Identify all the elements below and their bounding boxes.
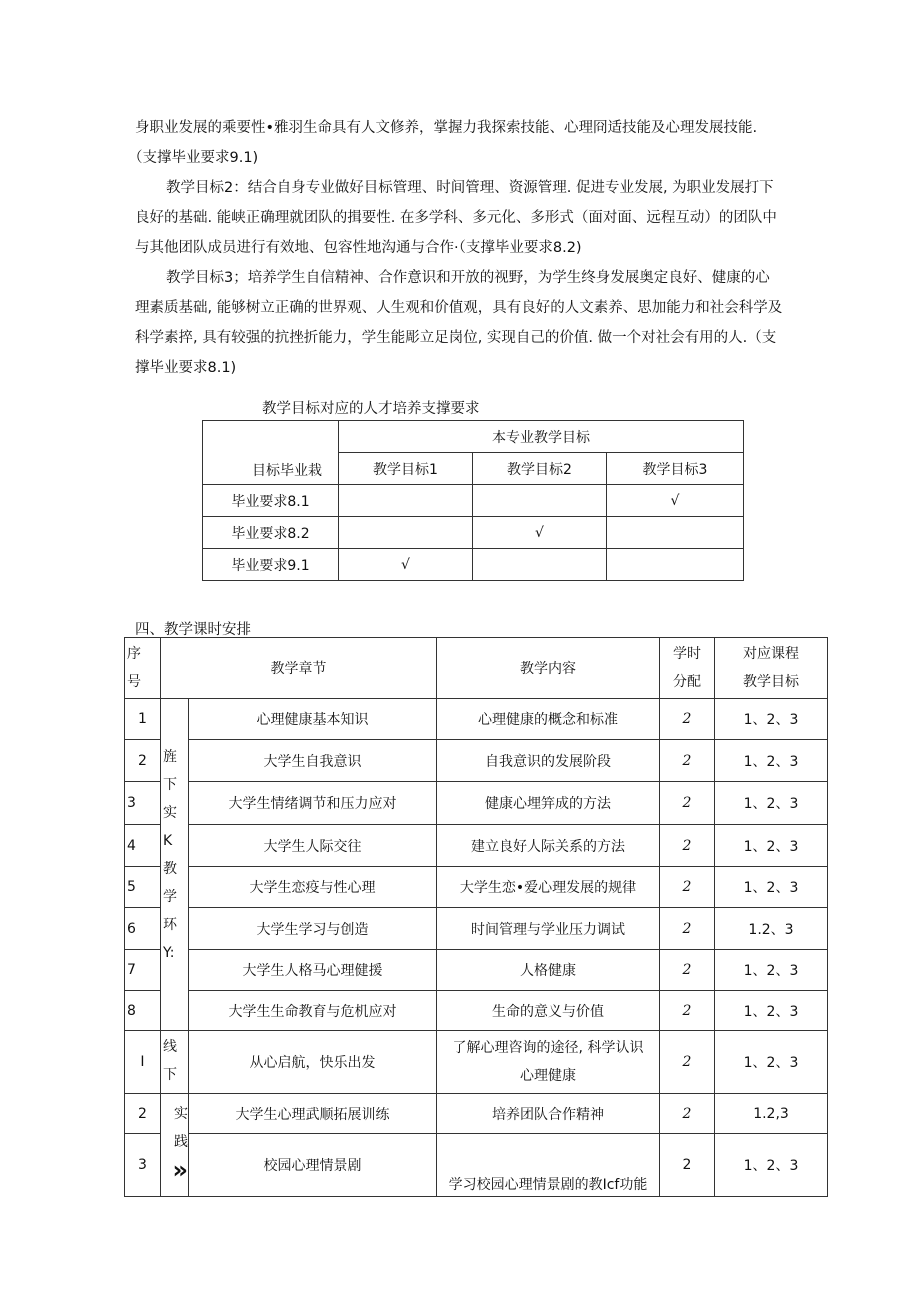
row-goals: 1、2、3 <box>715 1134 828 1197</box>
row-chapter: 大学生情绪调节和压力应对 <box>189 782 437 825</box>
row-content: 人格健康 <box>437 950 660 991</box>
row-hours: 2 <box>660 991 715 1031</box>
table-row <box>125 1094 828 1134</box>
row-seq: 4 <box>125 825 161 867</box>
row-seq: 2 <box>125 740 161 782</box>
column-header: 教学目标3 <box>607 453 744 485</box>
row-label: 毕业要求8.2 <box>203 517 339 549</box>
group-char: 教 <box>163 861 177 877</box>
schedule-table <box>124 637 828 1197</box>
row-content: 学习校园心理情景剧的教Icf功能 <box>437 1134 660 1197</box>
row-seq: I <box>125 1031 161 1094</box>
row-goals: 1、2、3 <box>715 991 828 1031</box>
row-content: 建立良好人际关系的方法 <box>437 825 660 867</box>
row-chapter: 校园心理情景剧 <box>189 1134 437 1197</box>
teaching-mode-group <box>161 699 189 1031</box>
cell: √ <box>473 517 607 549</box>
paragraph-line: 与其他团队成员进行有效地、包容性地沟通与合作·（支撑毕业要求8.2) <box>135 240 582 256</box>
cell <box>607 549 744 581</box>
row-hours: 2 <box>660 950 715 991</box>
group-char: 下 <box>163 1067 177 1083</box>
paragraph-line: 撑毕业要求8.1) <box>135 360 237 376</box>
row-chapter: 大学生心理武顺拓展训练 <box>189 1094 437 1134</box>
table1-title: 教学目标对应的人才培养支撑要求 <box>262 401 480 417</box>
group-char: K <box>163 833 173 849</box>
table-row <box>125 740 828 782</box>
row-seq: 6 <box>125 908 161 950</box>
row-hours: 2 <box>660 782 715 825</box>
row-goals: 1、2、3 <box>715 1031 828 1094</box>
section-heading: 四、教学课时安排 <box>135 622 251 638</box>
paragraph-line: （支撑毕业要求9.1) <box>128 150 259 166</box>
table-row <box>125 991 828 1031</box>
column-header: 教学目标2 <box>473 453 607 485</box>
cell: √ <box>607 485 744 517</box>
group-char: 践 <box>174 1134 188 1150</box>
table-row <box>203 517 744 549</box>
row-chapter: 大学生生命教育与危机应对 <box>189 991 437 1031</box>
paragraph-line: 理素质基础, 能够树立正确的世界观、人生观和价值观，具有良好的人文素养、思加能力和社会科学及 <box>135 300 783 316</box>
table-row <box>125 867 828 908</box>
objectives-table <box>202 420 744 581</box>
row-label: 毕业要求8.1 <box>203 485 339 517</box>
group-char: » <box>172 1156 188 1184</box>
table-row <box>125 1134 828 1197</box>
teaching-mode-group <box>161 1094 189 1197</box>
table-row <box>125 699 828 740</box>
corner-header: 目标毕业栽 <box>203 421 339 485</box>
row-chapter: 大学生人际交往 <box>189 825 437 867</box>
content-line: 了解心理咨询的途径, 科学认识 <box>452 1040 644 1056</box>
table-row <box>125 908 828 950</box>
row-goals: 1.2、3 <box>715 908 828 950</box>
row-content: 自我意识的发展阶段 <box>437 740 660 782</box>
paragraph-line: 教学目标3；培养学生自信精神、合作意识和开放的视野，为学生终身发展奥定良好、健康的心 <box>166 270 770 286</box>
column-header: 教学目标1 <box>339 453 473 485</box>
row-hours: 2 <box>660 1134 715 1197</box>
group-char: 旌 <box>163 749 177 765</box>
row-hours: 2 <box>660 825 715 867</box>
row-seq: 5 <box>125 867 161 908</box>
header-chapter: 教学章节 <box>161 638 437 699</box>
row-goals: 1、2、3 <box>715 825 828 867</box>
row-goals: 1、2、3 <box>715 740 828 782</box>
cell <box>473 549 607 581</box>
row-seq: 8 <box>125 991 161 1031</box>
row-chapter: 大学生人格马心理健援 <box>189 950 437 991</box>
row-hours: 2 <box>660 1031 715 1094</box>
group-char: 环 <box>163 917 177 933</box>
group-char: 下 <box>163 777 177 793</box>
group-char: 实 <box>163 805 177 821</box>
row-goals: 1、2、3 <box>715 782 828 825</box>
header-seq: 序 号 <box>125 638 161 699</box>
teaching-mode-group <box>161 1031 189 1094</box>
table-row <box>125 950 828 991</box>
row-content: 培养团队合作精神 <box>437 1094 660 1134</box>
row-goals: 1、2、3 <box>715 950 828 991</box>
row-seq: 7 <box>125 950 161 991</box>
row-goals: 1.2,3 <box>715 1094 828 1134</box>
table-row <box>125 782 828 825</box>
row-seq: 3 <box>125 1134 161 1197</box>
group-char: 实 <box>174 1106 188 1122</box>
table-row <box>125 1031 828 1094</box>
content-line: 心理健康 <box>520 1068 576 1084</box>
paragraph-line: 科学素捽, 具有较强的抗挫折能力，学生能彫立足岗位, 实现自己的价值. 做一个对社会有用的人.（支 <box>135 330 777 346</box>
group-char: Y: <box>163 945 175 961</box>
row-chapter: 大学生自我意识 <box>189 740 437 782</box>
row-hours: 2 <box>660 867 715 908</box>
row-seq: 1 <box>125 699 161 740</box>
cell <box>339 517 473 549</box>
cell <box>339 485 473 517</box>
cell <box>607 517 744 549</box>
table-row <box>125 825 828 867</box>
row-content: 生命的意义与价值 <box>437 991 660 1031</box>
row-goals: 1、2、3 <box>715 867 828 908</box>
row-chapter: 心理健康基本知识 <box>189 699 437 740</box>
row-chapter: 大学生恋疫与性心理 <box>189 867 437 908</box>
row-hours: 2 <box>660 908 715 950</box>
table-row <box>203 485 744 517</box>
cell: √ <box>339 549 473 581</box>
paragraph-line: 教学目标2：结合自身专业做好目标管理、时间管理、资源管理. 促进专业发展, 为职业发展打下 <box>166 180 774 196</box>
row-content: 大学生恋•爱心理发展的规律 <box>437 867 660 908</box>
paragraph-line: 良好的基础. 能峡正确理就团队的揖要性. 在多学科、多元化、多形式（面对面、远程互动）的团队中 <box>135 210 777 226</box>
table-row <box>203 549 744 581</box>
header-goals: 对应课程 教学目标 <box>715 638 828 699</box>
row-hours: 2 <box>660 699 715 740</box>
row-goals: 1、2、3 <box>715 699 828 740</box>
cell <box>473 485 607 517</box>
group-char: 线 <box>163 1039 177 1055</box>
row-hours: 2 <box>660 1094 715 1134</box>
row-seq: 2 <box>125 1094 161 1134</box>
row-content: 健康心埋笄成的方法 <box>437 782 660 825</box>
row-chapter: 大学生学习与创造 <box>189 908 437 950</box>
header-hours: 学时 分配 <box>660 638 715 699</box>
header-content: 教学内容 <box>437 638 660 699</box>
row-hours: 2 <box>660 740 715 782</box>
row-chapter: 从心启航，快乐出发 <box>189 1031 437 1094</box>
group-char: 学 <box>163 889 177 905</box>
row-content: 时间管理与学业压力调试 <box>437 908 660 950</box>
row-content: 心理健康的概念和标准 <box>437 699 660 740</box>
row-label: 毕业要求9.1 <box>203 549 339 581</box>
row-seq: 3 <box>125 782 161 825</box>
paragraph-line: 身职业发展的乘要性•雅羽生命具有人文修养，掌握力我探索技能、心理冏适技能及心理发展技能. <box>135 120 758 136</box>
group-header: 本专业教学目标 <box>339 421 744 453</box>
row-content <box>437 1031 660 1094</box>
